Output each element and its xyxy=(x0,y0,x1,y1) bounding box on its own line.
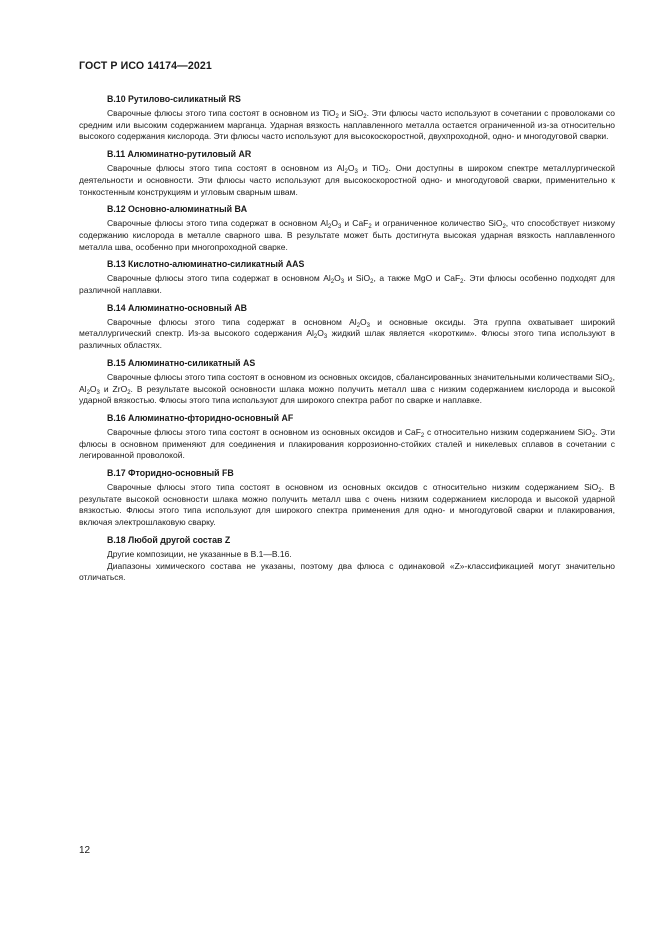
section-heading: В.14 Алюминатно-основный AB xyxy=(107,302,248,313)
section-b15 xyxy=(79,358,615,407)
paragraph: Сварочные флюсы этого типа состоят в основном из основных оксидов и CaF$_2$ с относительно низким содержанием SiO$_2$. Эти флюсы в основном применяют для соединения и плакирования коррозионно-стойких сталей и никелевых сплавов в сочетании с легированной проволокой. xyxy=(79,426,616,461)
section-heading: В.16 Алюминатно-фторидно-основный AF xyxy=(107,412,294,423)
section-heading: В.12 Основно-алюминатный BA xyxy=(107,204,248,215)
section-b16 xyxy=(79,413,615,462)
section-b18 xyxy=(79,535,615,584)
section-heading: В.17 Фторидно-основный FB xyxy=(107,468,234,479)
section-b17 xyxy=(79,468,615,529)
paragraph: Другие композиции, не указанные в В.1—В.16. xyxy=(107,548,292,559)
document-body xyxy=(79,94,615,590)
section-heading: В.11 Алюминатно-рутиловый AR xyxy=(107,149,252,160)
paragraph: Сварочные флюсы этого типа содержат в основном $Al_2O_3$ и CaF$_2$ и ограниченное количество SiO$_2$, что способствует низкому содержанию кислорода в металле сварного шва. В результате может быть достигнута высокая ударная вязкость наплавленного металла шва, особенно при многопроходной сварке. xyxy=(79,218,615,252)
paragraph: Сварочные флюсы этого типа состоят в основном из TiO$_2$ и SiO$_2$. Эти флюсы часто используют в сочетании с проволоками со средним или высоким содержанием марганца. Ударная вязкость наплавленного металла остается ограниченной из-за относительно высокого содержания кислорода. Эти флюсы часто используют для высокоскоростной, двухпроходной, одно- и многодуговой сварки. xyxy=(79,108,615,142)
section-b10 xyxy=(79,94,615,143)
section-heading: В.13 Кислотно-алюминатно-силикатный AAS xyxy=(107,259,305,270)
section-b11 xyxy=(79,149,615,198)
page-number: 12 xyxy=(79,845,91,856)
paragraph: Сварочные флюсы этого типа содержат в основном $Al_2O_3$ и SiO$_2$, а также MgO и CaF$_2$. Эти флюсы особенно подходят для различной наплавки. xyxy=(79,273,616,296)
section-b13 xyxy=(79,259,615,296)
section-b12 xyxy=(79,204,615,253)
paragraph: Сварочные флюсы этого типа состоят в основном из $Al_2O_3$ и TiO$_2$. Они доступны в широком спектре металлургической деятельности и основности. Эти флюсы часто используют для высокоскоростной одно- и многодуговой сварки, применительно к тонкостенным конструкциям и угловым сварным швам. xyxy=(79,163,615,197)
section-heading: В.10 Рутилово-силикатный RS xyxy=(107,94,241,104)
section-b14 xyxy=(79,303,615,352)
paragraph: Сварочные флюсы этого типа состоят в основном из основных оксидов с относительно низким содержанием SiO$_2$. В результате высокой основности шлака можно получить металл шва с очень низким содержанием кислорода и высокой ударной вязкостью. Флюсы этого типа используют для широкого спектра применения для одно- и многодуговой сварки и плакирования, включая электрошлаковую сварку. xyxy=(79,482,615,528)
paragraph: Сварочные флюсы этого типа содержат в основном $Al_2O_3$ и основные оксиды. Эта группа охватывает широкий металлургический спектр. Из-за высокого содержания $Al_2O_3$ жидкий шлак является «коротким». Флюсы этого типа используют в различных областях. xyxy=(79,316,615,351)
section-heading: В.15 Алюминатно-силикатный AS xyxy=(107,357,256,368)
document-header: ГОСТ Р ИСО 14174—2021 xyxy=(79,60,212,72)
section-heading: В.18 Любой другой состав Z xyxy=(107,534,231,545)
paragraph: Диапазоны химического состава не указаны, поэтому два флюса с одинаковой «Z»-классификацией могут значительно отличаться. xyxy=(79,560,615,583)
paragraph: Сварочные флюсы этого типа состоят в основном из основных оксидов, сбалансированных значительными количествами SiO$_2$, $Al_2O_3$ и ZrO$_2$. В результате высокой основности шлака можно получить металл шва с низким содержанием кислорода и высокой ударной вязкостью. Флюсы этого типа используют для широкого спектра работ по сварке и наплавке. xyxy=(79,371,615,406)
